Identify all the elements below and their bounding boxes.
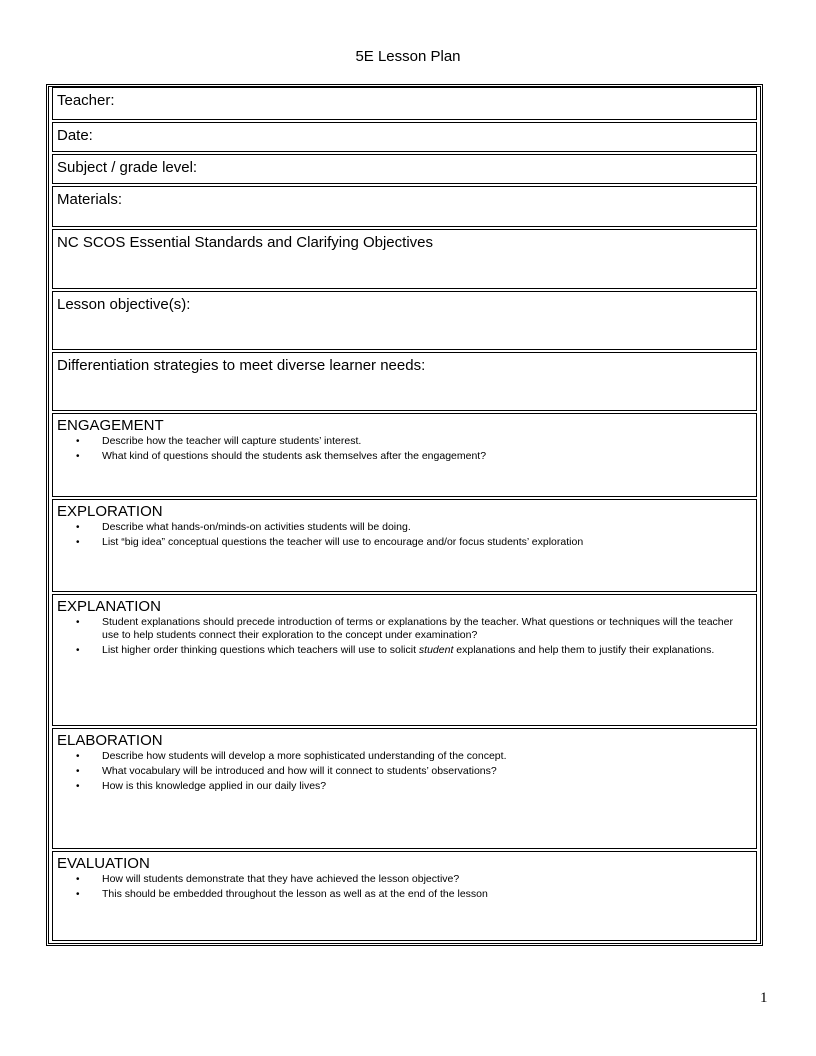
date-field[interactable] <box>52 122 757 152</box>
list-item: • List “big idea” conceptual questions the teacher will use to encourage and/or focus students’ exploration <box>76 536 584 548</box>
list-item: • List higher order thinking questions which teachers will use to solicit student explanations and help them to justify their explanations. <box>76 644 715 656</box>
exploration-section[interactable] <box>52 499 757 592</box>
list-item: • Student explanations should precede introduction of terms or explanations by the teacher. What questions or techniques will the teacher use to help students connect their exploration to the concept under examination? <box>76 616 733 641</box>
standards-field[interactable] <box>52 229 757 289</box>
bullet-icon: • <box>76 537 80 548</box>
page-number: 1 <box>760 990 768 1006</box>
date-label: Date: <box>57 127 93 144</box>
list-item: • How will students demonstrate that they have achieved the lesson objective? <box>76 873 460 885</box>
subject-grade-field[interactable] <box>52 154 757 184</box>
lesson-objectives-field[interactable] <box>52 291 757 350</box>
teacher-field[interactable] <box>52 87 757 120</box>
list-item: • Describe how the teacher will capture students’ interest. <box>76 435 362 447</box>
bullet-icon: • <box>76 617 80 628</box>
engagement-heading: ENGAGEMENT <box>57 417 164 434</box>
bullet-icon: • <box>76 874 80 885</box>
bullet-icon: • <box>76 522 80 533</box>
list-item: • How is this knowledge applied in our daily lives? <box>76 780 327 792</box>
materials-field[interactable] <box>52 186 757 227</box>
elaboration-section[interactable] <box>52 728 757 849</box>
document-title: 5E Lesson Plan <box>355 48 461 65</box>
subject-grade-label: Subject / grade level: <box>57 159 198 176</box>
materials-label: Materials: <box>57 191 123 208</box>
list-item: • Describe how students will develop a more sophisticated understanding of the concept. <box>76 750 507 762</box>
list-item: • What kind of questions should the students ask themselves after the engagement? <box>76 450 487 462</box>
exploration-heading: EXPLORATION <box>57 503 163 520</box>
engagement-section[interactable] <box>52 413 757 497</box>
differentiation-label: Differentiation strategies to meet diverse learner needs: <box>57 357 426 374</box>
list-item: • Describe what hands-on/minds-on activities students will be doing. <box>76 521 411 533</box>
evaluation-bullets <box>53 873 743 903</box>
bullet-icon: • <box>76 781 80 792</box>
bullet-icon: • <box>76 436 80 447</box>
lesson-objectives-label: Lesson objective(s): <box>57 296 191 313</box>
elaboration-bullets <box>53 750 743 795</box>
list-item: • This should be embedded throughout the lesson as well as at the end of the lesson <box>76 888 488 900</box>
bullet-icon: • <box>76 766 80 777</box>
evaluation-heading: EVALUATION <box>57 855 150 872</box>
standards-label: NC SCOS Essential Standards and Clarifying Objectives <box>57 234 433 251</box>
teacher-label: Teacher: <box>57 92 115 109</box>
explanation-heading: EXPLANATION <box>57 598 161 615</box>
differentiation-field[interactable] <box>52 352 757 411</box>
bullet-icon: • <box>76 751 80 762</box>
lesson-plan-form <box>46 84 763 946</box>
elaboration-heading: ELABORATION <box>57 732 163 749</box>
explanation-bullets <box>53 616 743 659</box>
exploration-bullets <box>53 521 743 551</box>
emphasis-student: student <box>418 644 454 656</box>
engagement-bullets <box>53 435 743 465</box>
bullet-icon: • <box>76 889 80 900</box>
bullet-icon: • <box>76 645 80 656</box>
bullet-icon: • <box>76 451 80 462</box>
explanation-section[interactable] <box>52 594 757 726</box>
evaluation-section[interactable] <box>52 851 757 941</box>
list-item: • What vocabulary will be introduced and how will it connect to students’ observations? <box>76 765 497 777</box>
